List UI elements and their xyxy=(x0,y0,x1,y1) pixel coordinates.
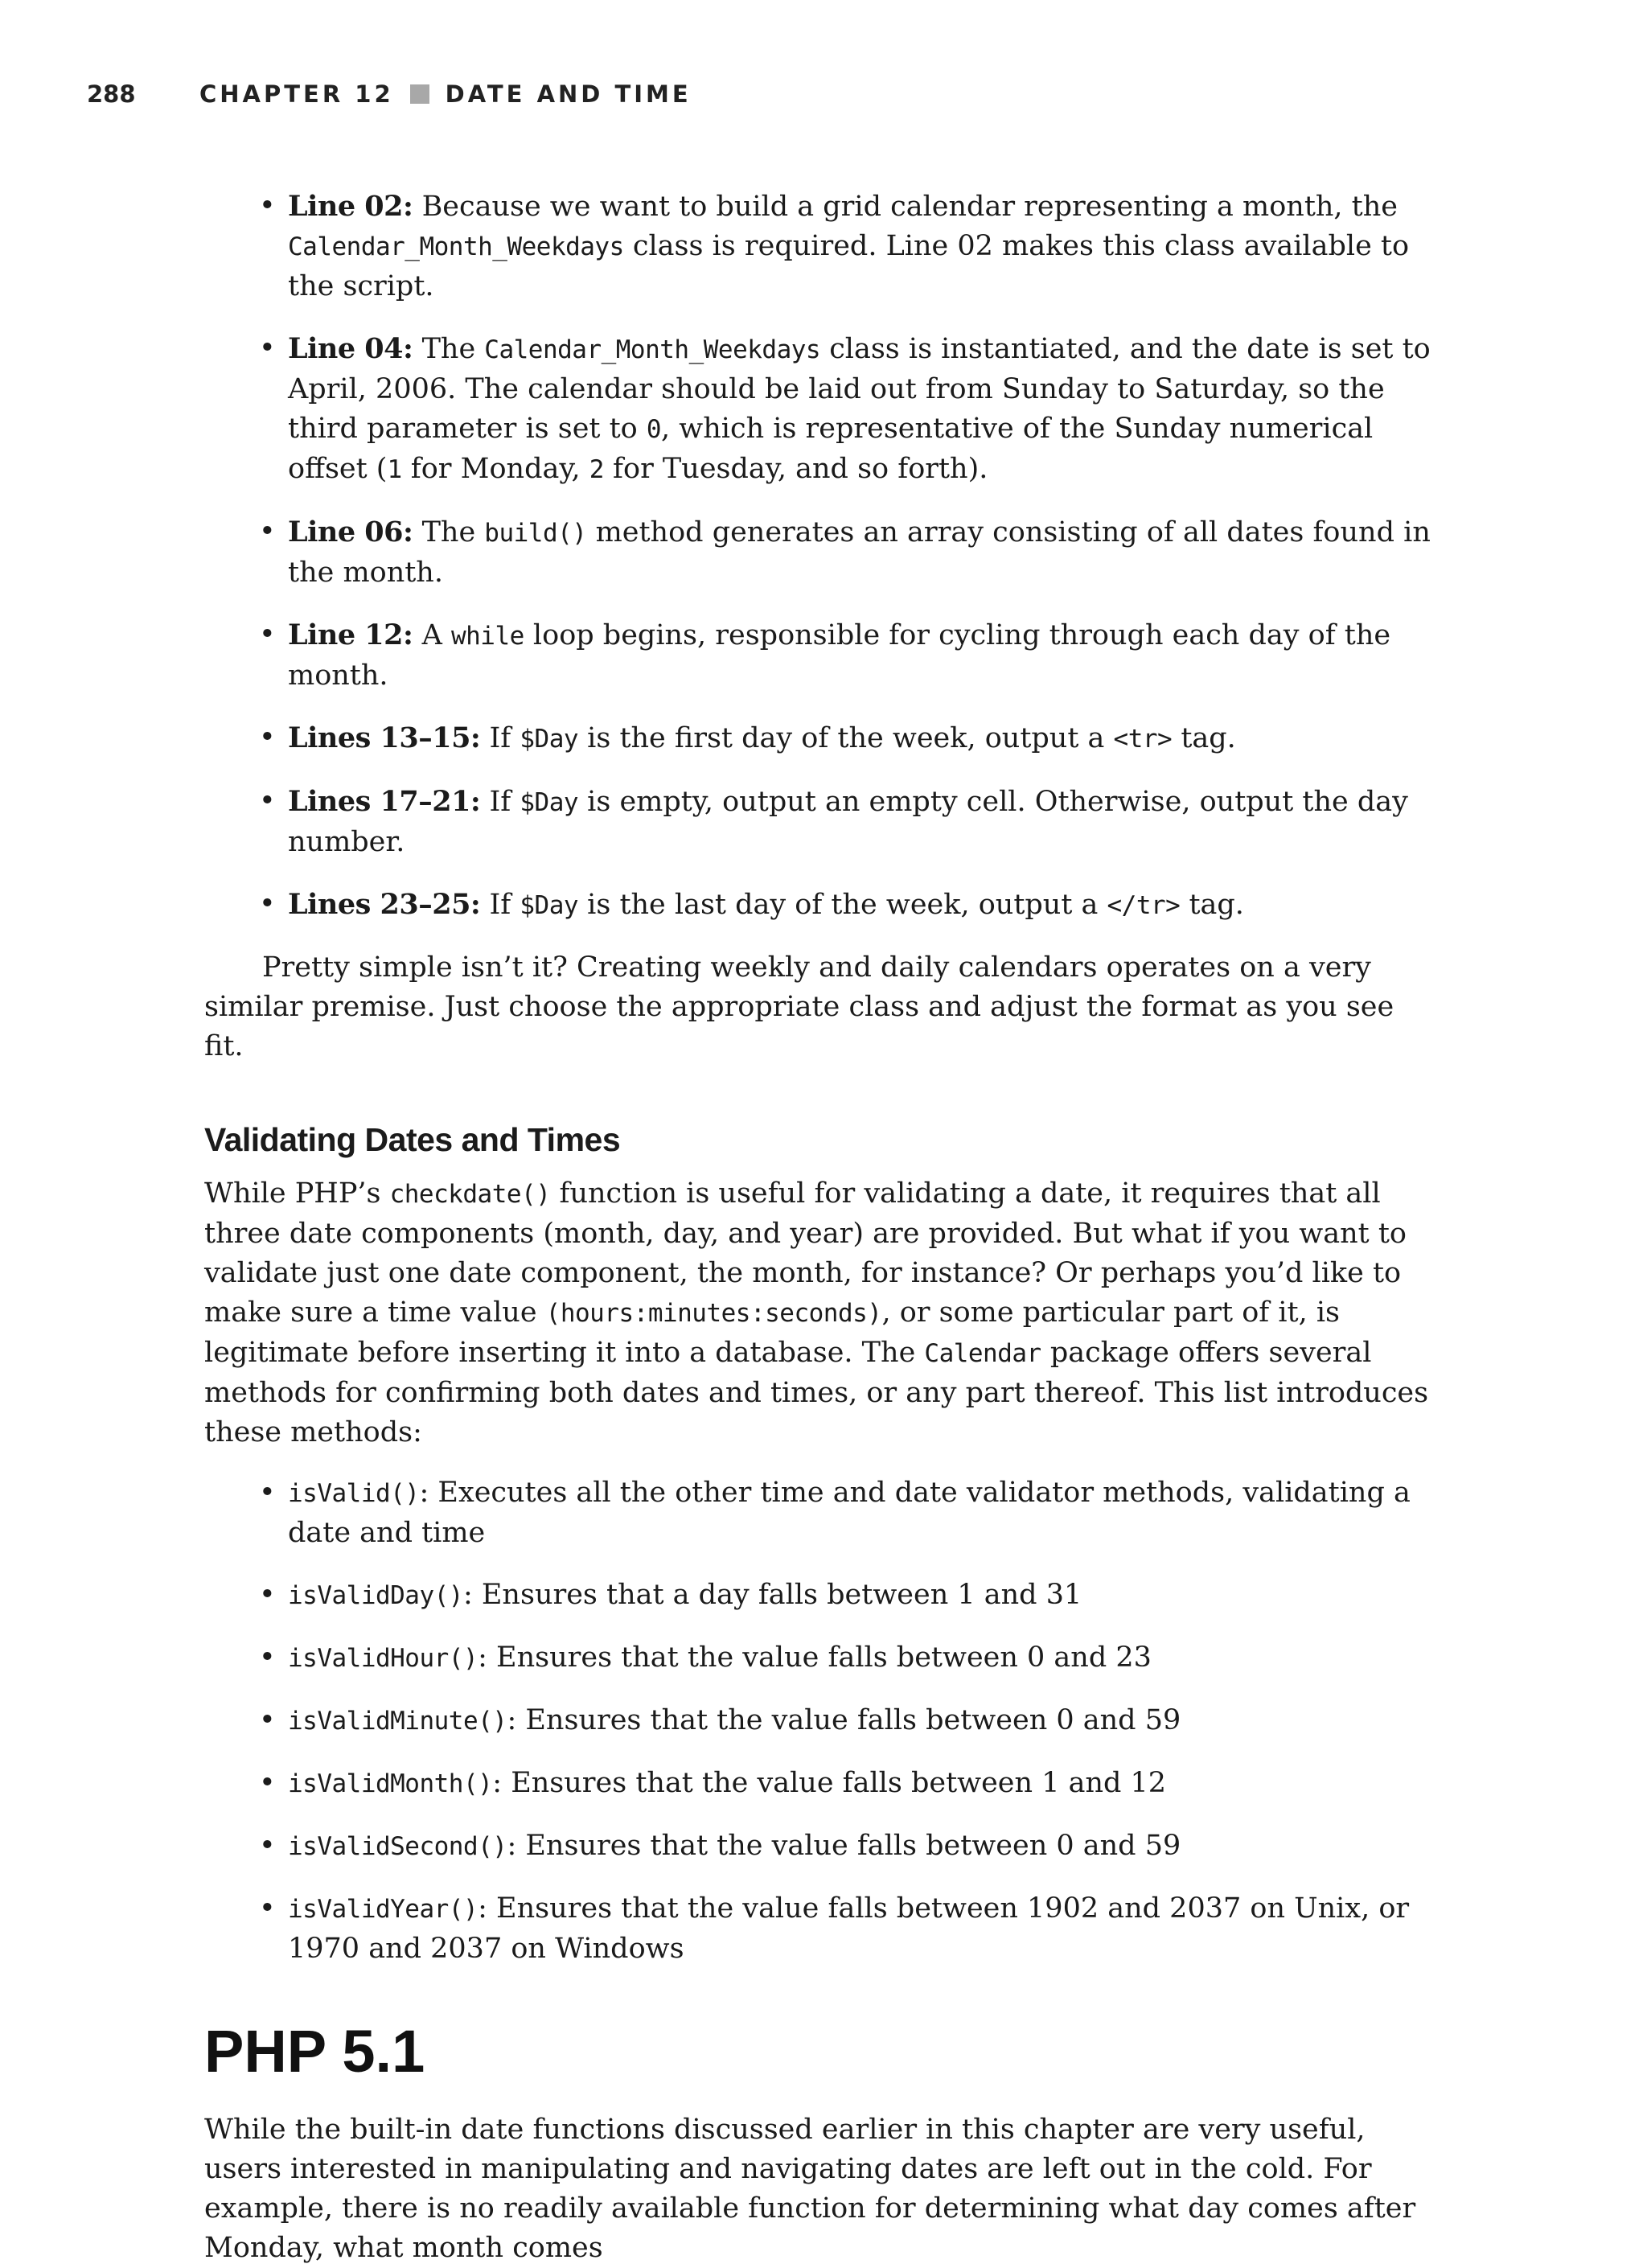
list-item: • Line 02: Because we want to build a grid calendar representing a month, the Calendar_Month_Weekdays class is required. Line 02 makes this class available to the script. xyxy=(259,190,1410,302)
section-heading: Validating Dates and Times xyxy=(204,1121,621,1158)
list-item: • isValidSecond(): Ensures that the value falls between 0 and 59 xyxy=(259,1830,1181,1862)
body-paragraph: While the built-in date functions discussed earlier in this chapter are very useful, users interested in manipulating and navigating dates are left out in the cold. For example, there is no readily available function for determining what day comes after Monday, what month comes xyxy=(204,2114,1416,2264)
list-item: • Lines 13–15: If $Day is the first day of the week, output a <tr> tag. xyxy=(259,721,1236,754)
chapter-label: CHAPTER 12 xyxy=(199,80,394,108)
list-item: • Line 06: The build() method generates an array consisting of all dates found in the month. xyxy=(259,516,1431,589)
list-item: • Lines 23–25: If $Day is the last day of the week, output a </tr> tag. xyxy=(259,888,1244,921)
list-item: • isValidHour(): Ensures that the value falls between 0 and 23 xyxy=(259,1641,1152,1674)
list-item: • Line 04: The Calendar_Month_Weekdays class is instantiated, and the date is set to April, 2006. The calendar should be laid out from Sunday to Saturday, so the third parameter is set to 0, which is representative of the Sunday numerical offset (1 for Monday, 2 for Tuesday, and so forth). xyxy=(259,332,1431,485)
list-item: • isValidYear(): Ensures that the value falls between 1902 and 2037 on Unix, or 1970 and 2037 on Windows xyxy=(259,1892,1410,1965)
list-item: • Lines 17–21: If $Day is empty, output an empty cell. Otherwise, output the day number. xyxy=(259,785,1408,858)
list-item: • isValidDay(): Ensures that a day falls between 1 and 31 xyxy=(259,1579,1082,1611)
list-item: • Line 12: A while loop begins, responsible for cycling through each day of the month. xyxy=(259,618,1391,692)
separator-square xyxy=(410,84,429,104)
list-item: • isValidMonth(): Ensures that the value falls between 1 and 12 xyxy=(259,1767,1167,1799)
body-paragraph: While PHP’s checkdate() function is useful for validating a date, it requires that all three date components (month, day, and year) are provided. But what if you want to validate just one date component, the month, for instance? Or perhaps you’d like to make sure a time value (hours:minutes:seconds), or some particular part of it, is legitimate before inserting it into a database. The Calendar package offers several methods for confirming both dates and times, or any part thereof. This list introduces these methods: xyxy=(204,1177,1429,1448)
list-item: • isValid(): Executes all the other time and date validator methods, validating a date and time xyxy=(259,1477,1411,1549)
body-paragraph: Pretty simple isn’t it? Creating weekly and daily calendars operates on a very similar premise. Just choose the appropriate class and adjust the format as you see fit. xyxy=(204,951,1394,1062)
running-head xyxy=(87,80,692,108)
major-heading: PHP 5.1 xyxy=(204,2018,425,2085)
chapter-title: DATE AND TIME xyxy=(445,80,692,108)
list-item: • isValidMinute(): Ensures that the value falls between 0 and 59 xyxy=(259,1704,1181,1736)
methods-list xyxy=(204,1473,1435,1969)
page-body xyxy=(204,187,1435,2268)
page-number: 288 xyxy=(87,80,136,108)
line-notes-list xyxy=(204,187,1435,926)
